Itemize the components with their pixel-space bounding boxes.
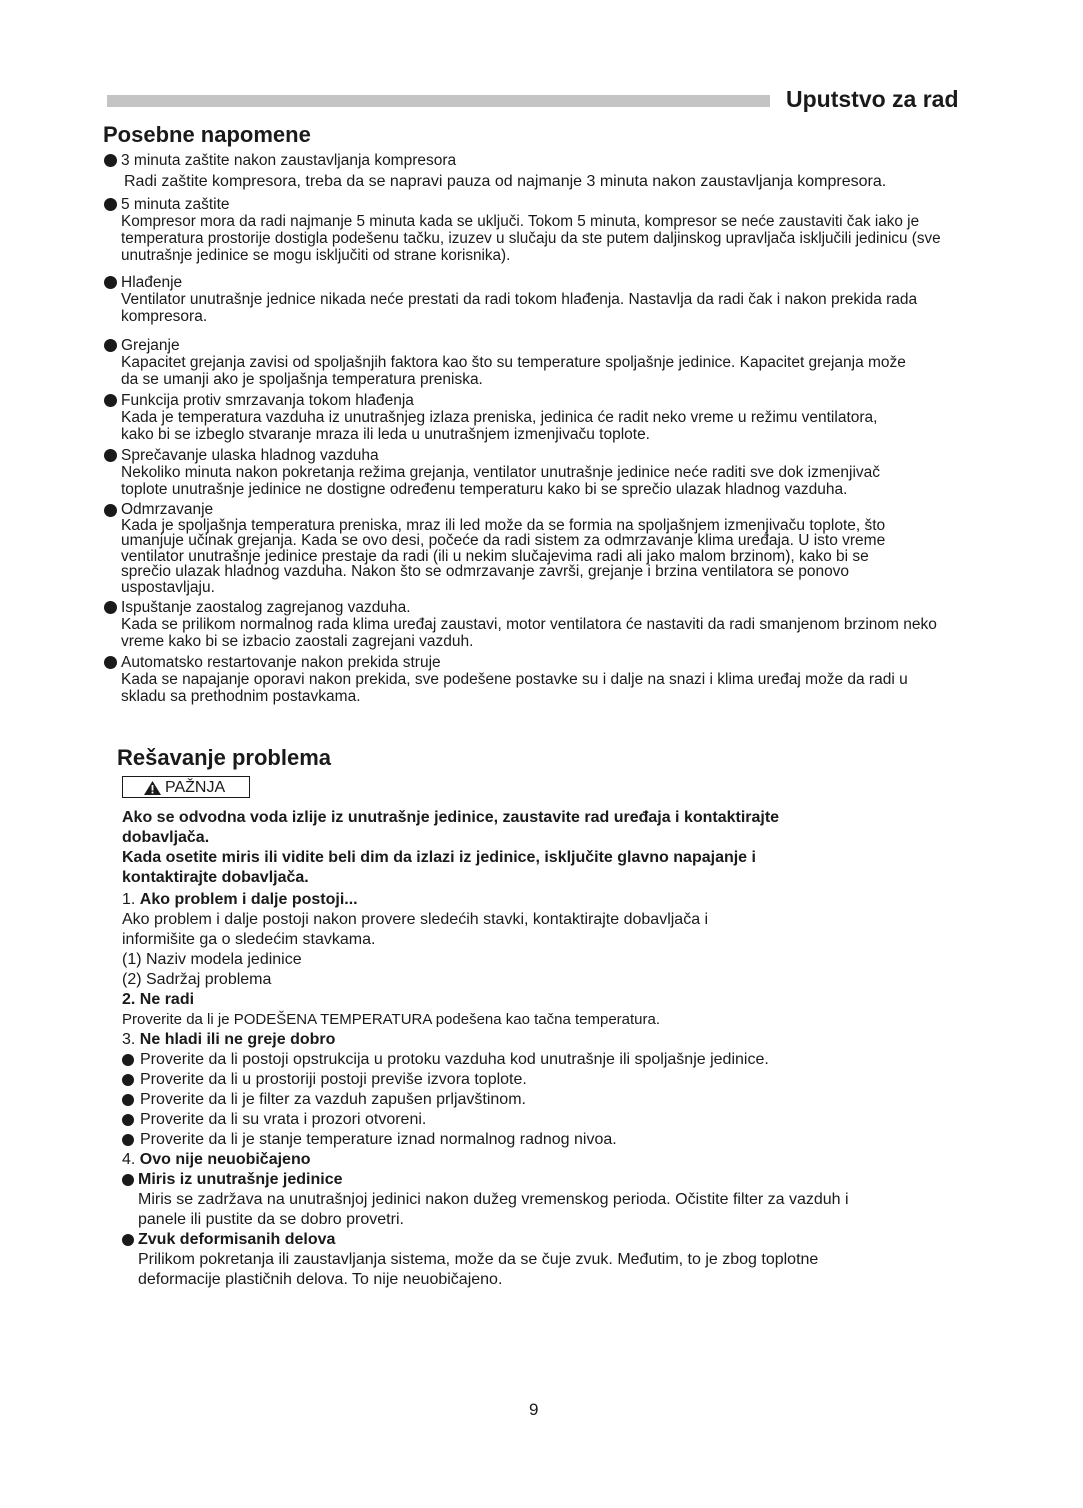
- check-item: [122, 1110, 942, 1130]
- note-item: [104, 654, 989, 705]
- note-title: Ispuštanje zaostalog zagrejanog vazduha.: [121, 599, 411, 616]
- section-title: Ovo nije neuobičajeno: [139, 1151, 311, 1168]
- subsection-line: Prilikom pokretanja ili zaustavljanja sistema, može da se čuje zvuk. Međutim, to je zbog toplotne: [138, 1251, 819, 1268]
- subsection-line: Miris se zadržava na unutrašnjoj jedinici nakon dužeg vremenskog perioda. Očistite filter za vazduh i: [138, 1191, 849, 1208]
- bullet-icon: [122, 1054, 134, 1066]
- bullet-icon: [122, 1234, 134, 1246]
- check-item-text: Proverite da li u prostoriji postoji previše izvora toplote.: [140, 1071, 527, 1088]
- warning-line: kontaktirajte dobavljača.: [122, 869, 309, 886]
- note-title: Automatsko restartovanje nakon prekida struje: [121, 654, 441, 671]
- note-item: [104, 599, 989, 650]
- subsection-line: panele ili pustite da se dobro provetri.: [138, 1211, 404, 1228]
- note-body: Nekoliko minuta nakon pokretanja režima grejanja, ventilator unutrašnje jedinice neće raditi sve dok izmenjivač toplote unutrašnje jedinice ne dostigne određenu temperaturu kako bi se sprečio ulazak hladnog vazduha.: [121, 464, 881, 498]
- note-item: [104, 447, 989, 498]
- bullet-icon: [104, 339, 117, 352]
- note-item: [104, 274, 989, 325]
- section-title: Ne radi: [139, 991, 195, 1008]
- warning-line: Kada osetite miris ili vidite beli dim da izlazi iz jedinice, isključite glavno napajanje i: [122, 849, 756, 866]
- page-number: 9: [529, 1400, 539, 1419]
- section-1-heading: [122, 890, 942, 910]
- section-title: Ako problem i dalje postoji...: [139, 891, 358, 908]
- bullet-icon: [104, 154, 117, 167]
- section-number: 4.: [122, 1151, 136, 1168]
- warning-line: Ako se odvodna voda izlije iz unutrašnje jedinice, zaustavite rad uređaja i kontaktirajte: [122, 809, 780, 826]
- bullet-icon: [104, 504, 117, 517]
- note-body: Kada se napajanje oporavi nakon prekida, sve podešene postavke su i dalje na snazi i klima uređaj može da radi u skladu sa prethodnim postavkama.: [121, 671, 908, 705]
- section-title: Ne hladi ili ne greje dobro: [139, 1031, 336, 1048]
- check-item-text: Proverite da li je stanje temperature iznad normalnog radnog nivoa.: [140, 1131, 617, 1148]
- note-title: Sprečavanje ulaska hladnog vazduha: [121, 447, 379, 464]
- bullet-icon: [104, 198, 117, 211]
- check-item-text: Proverite da li je filter za vazduh zapušen prljavštinom.: [140, 1091, 526, 1108]
- note-title: Grejanje: [121, 337, 180, 354]
- header-bar: [107, 95, 770, 107]
- warning-triangle-icon: [144, 781, 161, 795]
- bullet-icon: [122, 1114, 134, 1126]
- section-line: (2) Sadržaj problema: [122, 971, 272, 988]
- bullet-icon: [122, 1074, 134, 1086]
- check-item: [122, 1070, 942, 1090]
- section-4-heading: [122, 1150, 942, 1170]
- subsection-title: Zvuk deformisanih delova: [138, 1231, 336, 1248]
- special-notes-list: [104, 152, 989, 709]
- note-body: Kada je temperatura vazduha iz unutrašnjeg izlaza preniska, jedinica će radit neko vreme u režimu ventilatora, kako bi se izbeglo stvaranje mraza ili leda u unutrašnjem izmenjivaču toplote.: [121, 409, 878, 443]
- subsection-line: deformacije plastičnih delova. To nije neuobičajeno.: [138, 1271, 503, 1288]
- bullet-icon: [104, 394, 117, 407]
- subsection-heading: [122, 1170, 942, 1190]
- caution-box: [122, 776, 250, 798]
- note-title: Funkcija protiv smrzavanja tokom hlađenja: [121, 392, 414, 409]
- note-item: [104, 392, 989, 443]
- bullet-icon: [104, 449, 117, 462]
- section-line: Proverite da li je PODEŠENA TEMPERATURA podešena kao tačna temperatura.: [122, 1011, 661, 1028]
- bullet-icon: [122, 1134, 134, 1146]
- subsection-heading: [122, 1230, 942, 1250]
- bullet-icon: [104, 601, 117, 614]
- special-notes-title: Posebne napomene: [103, 122, 311, 147]
- section-line: informišite ga o sledećim stavkama.: [122, 931, 376, 948]
- warning-line: dobavljača.: [122, 829, 210, 846]
- bullet-icon: [104, 656, 117, 669]
- troubleshooting-body: [122, 808, 942, 1290]
- note-body: Radi zaštite kompresora, treba da se napravi pauza od najmanje 3 minuta nakon zaustavljanja kompresora.: [124, 173, 887, 190]
- note-title: 3 minuta zaštite nakon zaustavljanja kompresora: [121, 152, 457, 169]
- note-item: [104, 152, 989, 190]
- note-item: [104, 337, 989, 388]
- subsection-title: Miris iz unutrašnje jedinice: [138, 1171, 343, 1188]
- section-number: 2.: [122, 991, 136, 1008]
- section-2-heading: [122, 990, 942, 1010]
- bullet-icon: [122, 1094, 134, 1106]
- note-body: Kapacitet grejanja zavisi od spoljašnjih faktora kao što su temperature spoljašnje jedinice. Kapacitet grejanja može da se umanji ako je spoljašnja temperatura preniska.: [121, 354, 906, 388]
- note-title: 5 minuta zaštite: [121, 196, 230, 213]
- bullet-icon: [104, 276, 117, 289]
- section-line: (1) Naziv modela jedinice: [122, 951, 302, 968]
- note-title: Odmrzavanje: [121, 501, 214, 518]
- header-title: Uputstvo za rad: [786, 86, 959, 112]
- section-3-heading: [122, 1030, 942, 1050]
- caution-label: PAŽNJA: [165, 779, 226, 796]
- note-body: Ventilator unutrašnje jednice nikada neće prestati da radi tokom hlađenja. Nastavlja da radi čak i nakon prekida rada kompresora.: [121, 291, 918, 325]
- bullet-icon: [122, 1174, 134, 1186]
- note-item: [104, 502, 989, 595]
- note-title: Hlađenje: [121, 274, 183, 291]
- note-body: Kada je spoljašnja temperatura preniska, mraz ili led može da se formia na spoljašnjem izmenjivaču toplote, što umanjuje učinak grejanja. Kada se ovo desi, počeće da radi sistem za odmrzavanje klima uređaja. U isto vreme ventilator unutrašnje jedinice prestaje da radi (ili u nekim slučajevima radi ali jako malom brzinom), kako bi se sprečio ulazak hladnog vazduha. Nakon što se odmrzavanje završi, grejanje i brzina ventilatora se ponovo uspostavljaju.: [121, 516, 886, 596]
- note-body: Kompresor mora da radi najmanje 5 minuta kada se uključi. Tokom 5 minuta, kompresor se neće zaustaviti čak iako je temperatura prostorije dostigla podešenu tačku, izuzev u slučaju da ste putem daljinskog upravljača isključili jedinicu (sve unutrašnje jedinice se mogu isključiti od strane korisnika).: [121, 213, 941, 264]
- note-item: [104, 196, 989, 264]
- section-number: 3.: [122, 1031, 136, 1048]
- troubleshooting-title: Rešavanje problema: [117, 745, 331, 770]
- check-item: [122, 1090, 942, 1110]
- check-item-text: Proverite da li su vrata i prozori otvoreni.: [140, 1111, 427, 1128]
- check-item: [122, 1050, 942, 1070]
- check-item: [122, 1130, 942, 1150]
- check-item-text: Proverite da li postoji opstrukcija u protoku vazduha kod unutrašnje ili spoljašnje jedinice.: [140, 1051, 769, 1068]
- note-body: Kada se prilikom normalnog rada klima uređaj zaustavi, motor ventilatora će nastaviti da radi smanjenom brzinom neko vreme kako bi se izbacio zaostali zagrejani vazduh.: [121, 616, 937, 650]
- section-number: 1.: [122, 891, 136, 908]
- section-line: Ako problem i dalje postoji nakon provere sledećih stavki, kontaktirajte dobavljača i: [122, 911, 709, 928]
